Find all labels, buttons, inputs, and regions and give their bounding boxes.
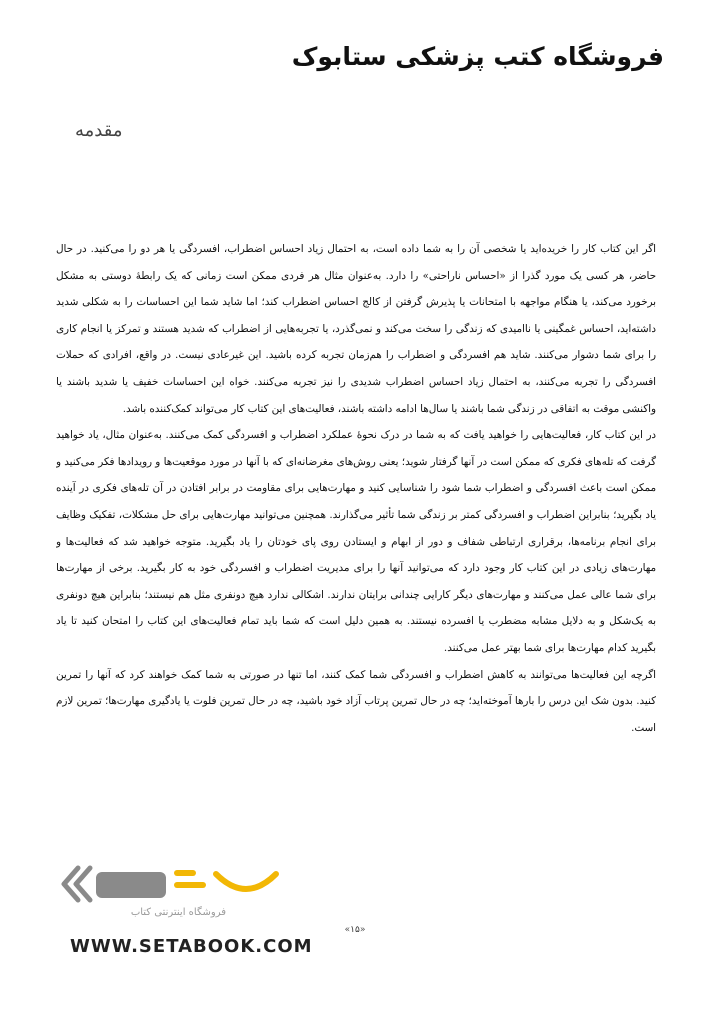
logo-box: [96, 872, 166, 898]
logo-stroke-1: [174, 870, 196, 876]
paragraph-3: اگرچه این فعالیت‌ها می‌توانند به کاهش اضطراب و افسردگی شما کمک کنند، اما تنها در صورتی به شما کمک خواهند کرد که آنها را تمرین کنید. بدون شک این درس را بارها آموخته‌اید؛ چه در حال تمرین پرتاب آزاد خود باشید، چه در حال تمرین فلوت یا یادگیری مهارت‌ها؛ تمرین لازم است.: [56, 668, 656, 734]
page-header-title: فروشگاه کتب پزشکی ستابوک: [291, 42, 664, 71]
paragraph-1: اگر این کتاب کار را خریده‌اید یا شخصی آن را به شما داده است، به احتمال زیاد احساس اضطراب، افسردگی یا هر دو را می‌کنید. در حال حاضر، هر کسی یک مورد گذرا از «احساس ناراحتی» را دارد. به‌عنوان مثال هر فردی ممکن است زمانی که یک رابطهٔ دوستی به مشکل برخورد می‌کند، یا هنگام مواجهه با امتحانات یا پذیرش گرفتن از کالج احساس اضطراب کند؛ اما شاید شما این احساسات را به شکلی شدید داشته‌اید، احساس غمگینی یا ناامیدی که زندگی را سخت می‌کند و نمی‌گذرد، یا تجربه‌هایی از اضطراب که شدید هستند و تمرکز یا انجام کاری را برای شما دشوار می‌کنند. شاید هم افسردگی و اضطراب را هم‌زمان تجربه کرده باشید. این غیرعادی نیست. در واقع، افرادی که حملات افسردگی را تجربه می‌کنند، به احتمال زیاد احساس اضطراب شدیدی را نیز تجربه می‌کنند. خواه این احساسات خفیف یا شدید باشند یا واکنشی موقت به اتفاقی در زندگی شما باشند یا سال‌ها ادامه داشته باشند، فعالیت‌های این کتاب کار می‌تواند کمک‌کننده باشد.: [56, 243, 656, 415]
logo-stroke-2: [174, 882, 206, 888]
page-number: «۱۵»: [344, 925, 366, 935]
section-title: مقدمه: [75, 120, 123, 141]
logo-arc: [216, 874, 276, 889]
body-text: [56, 236, 656, 906]
website-url: WWW.SETABOOK.COM: [70, 936, 313, 957]
chevron-left-icon: [64, 868, 90, 900]
chevron-inner: [76, 868, 90, 900]
watermark: [56, 860, 306, 930]
setabook-logo: [56, 860, 306, 910]
paragraph-2: در این کتاب کار، فعالیت‌هایی را خواهید یافت که به شما در درک نحوهٔ عملکرد اضطراب و افسردگی کمک می‌کنند. به‌عنوان مثال، یاد خواهید گرفت که تله‌های فکری که ممکن است در آنها گرفتار شوید؛ یعنی روش‌های مغرضانه‌ای که با آنها در مورد موقعیت‌ها و رویدادها فکر می‌کنید و ممکن است باعث افسردگی و اضطراب شما شود را شناسایی کنید و مهارت‌هایی برای مقاومت در برابر افتادن در آن تله‌های فکری در آینده یاد بگیرید؛ بنابراین اضطراب و افسردگی کمتر بر زندگی شما تأثیر می‌گذارند. همچنین می‌توانید مهارت‌هایی برای حل مشکلات، تفکیک وظایف برای انجام برنامه‌ها، برقراری ارتباطی شفاف و دور از ابهام و ایستادن روی پای خودتان را یاد بگیرید. متوجه خواهید شد که فعالیت‌ها و مهارت‌های زیادی در این کتاب کار وجود دارد که می‌توانید آنها را برای مدیریت اضطراب و افسردگی خود به کار بگیرید. برخی از مهارت‌ها برای شما عالی عمل می‌کنند و مهارت‌های دیگر کارایی چندانی برایتان ندارند. اشکالی ندارد هیچ دونفری مثل هم نیستند؛ بنابراین هیچ دونفری به یک‌شکل و به دلایل مشابه مضطرب یا افسرده نیستند. به همین دلیل است که شما باید تمام فعالیت‌های این کتاب را امتحان کنید تا یاد بگیرید کدام مهارت‌ها برای شما بهتر عمل می‌کنند.: [56, 429, 656, 654]
watermark-subtitle: فروشگاه اینترنتی کتاب: [130, 907, 226, 918]
